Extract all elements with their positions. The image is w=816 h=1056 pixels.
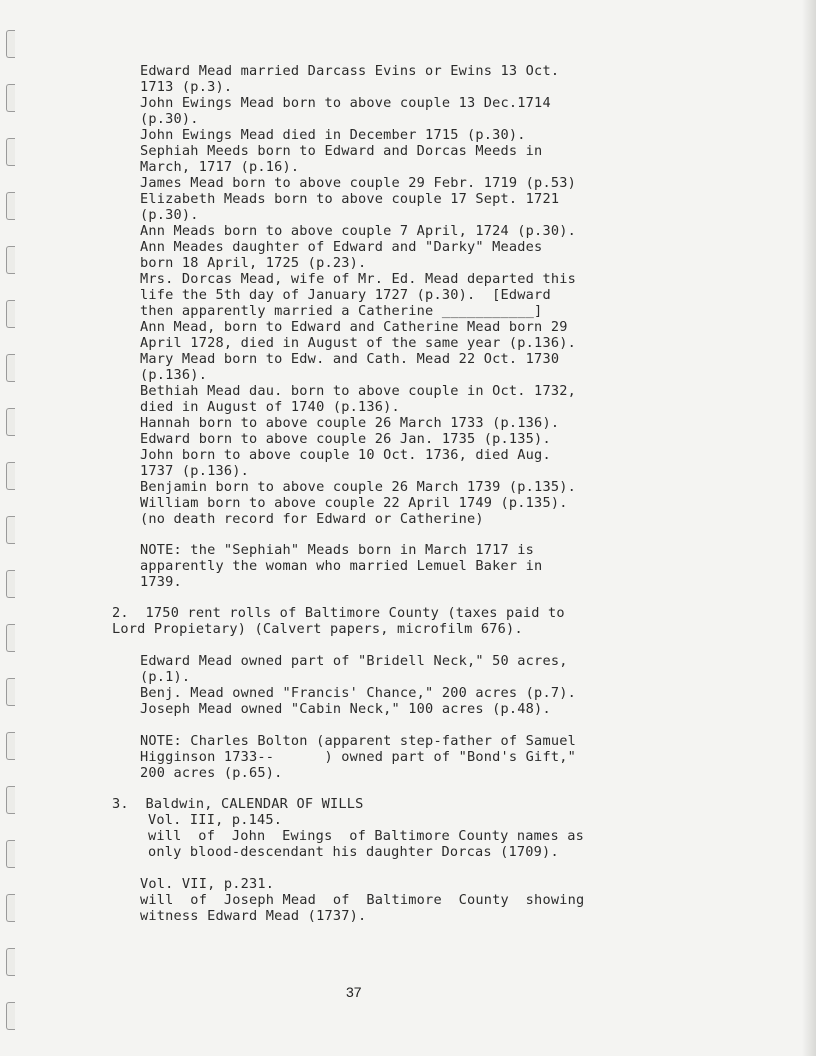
record-line: March, 1717 (p.16). <box>140 159 300 175</box>
record-line: will of John Ewings of Baltimore County names as <box>148 828 584 844</box>
binding-hole <box>6 84 15 112</box>
record-line: (no death record for Edward or Catherine) <box>140 511 484 527</box>
record-line: Benj. Mead owned "Francis' Chance," 200 acres (p.7). <box>140 685 576 701</box>
record-line: Edward Mead owned part of "Bridell Neck," 50 acres, <box>140 653 568 669</box>
record-line: witness Edward Mead (1737). <box>140 908 367 924</box>
record-line: Mrs. Dorcas Mead, wife of Mr. Ed. Mead departed this <box>140 271 576 287</box>
record-line: Ann Meads born to above couple 7 April, 1724 (p.30). <box>140 223 576 239</box>
record-line: Sephiah Meeds born to Edward and Dorcas Meeds in <box>140 143 543 159</box>
binding-hole <box>6 570 15 598</box>
record-line: James Mead born to above couple 29 Febr. 1719 (p.53) <box>140 175 576 191</box>
binding-hole <box>6 354 15 382</box>
record-line: John Ewings Mead born to above couple 13 Dec.1714 <box>140 95 551 111</box>
section-heading: 2. 1750 rent rolls of Baltimore County (taxes paid to <box>112 605 565 621</box>
note-line: NOTE: the "Sephiah" Meads born in March 1717 is <box>140 542 535 558</box>
page-number: 37 <box>346 984 362 1000</box>
record-line: Joseph Mead owned "Cabin Neck," 100 acres (p.48). <box>140 701 551 717</box>
binding-hole <box>6 948 15 976</box>
record-line: Vol. VII, p.231. <box>140 876 275 892</box>
record-line: life the 5th day of January 1727 (p.30). [Edward <box>140 287 551 303</box>
record-line: Bethiah Mead dau. born to above couple in Oct. 1732, <box>140 383 576 399</box>
binding-hole <box>6 840 15 868</box>
record-line: (p.30). <box>140 207 199 223</box>
record-line: born 18 April, 1725 (p.23). <box>140 255 367 271</box>
binding-hole <box>6 192 15 220</box>
record-line: only blood-descendant his daughter Dorcas (1709). <box>148 844 559 860</box>
record-line: Benjamin born to above couple 26 March 1739 (p.135). <box>140 479 576 495</box>
binding-hole <box>6 624 15 652</box>
binding-hole <box>6 408 15 436</box>
record-line: Edward Mead married Darcass Evins or Ewins 13 Oct. <box>140 63 560 79</box>
record-line: will of Joseph Mead of Baltimore County showing <box>140 892 585 908</box>
note-line: Higginson 1733-- ) owned part of "Bond's Gift," <box>140 749 576 765</box>
binding-hole <box>6 786 15 814</box>
binding-hole <box>6 246 15 274</box>
record-line: (p.1). <box>140 669 191 685</box>
section-heading: 3. Baldwin, CALENDAR OF WILLS <box>112 796 364 812</box>
record-line: Vol. III, p.145. <box>148 812 283 828</box>
binding-hole <box>6 300 15 328</box>
binding-holes <box>6 0 20 1056</box>
record-line: (p.136). <box>140 367 208 383</box>
note-line: NOTE: Charles Bolton (apparent step-father of Samuel <box>140 733 576 749</box>
record-line: (p.30). <box>140 111 199 127</box>
binding-hole <box>6 516 15 544</box>
record-line: died in August of 1740 (p.136). <box>140 399 400 415</box>
record-line: William born to above couple 22 April 1749 (p.135). <box>140 495 568 511</box>
record-line: Ann Meades daughter of Edward and "Darky" Meades <box>140 239 543 255</box>
record-line: 1713 (p.3). <box>140 79 233 95</box>
page-edge <box>802 0 816 1056</box>
record-line: April 1728, died in August of the same year (p.136). <box>140 335 576 351</box>
binding-hole <box>6 894 15 922</box>
binding-hole <box>6 30 15 58</box>
record-line: then apparently married a Catherine ___________] <box>140 303 543 319</box>
note-line: apparently the woman who married Lemuel Baker in <box>140 558 543 574</box>
record-line: John born to above couple 10 Oct. 1736, died Aug. <box>140 447 551 463</box>
binding-hole <box>6 1002 15 1030</box>
note-line: 1739. <box>140 574 182 590</box>
record-line: Mary Mead born to Edw. and Cath. Mead 22 Oct. 1730 <box>140 351 560 367</box>
record-line: Hannah born to above couple 26 March 1733 (p.136). <box>140 415 560 431</box>
record-line: Elizabeth Meads born to above couple 17 Sept. 1721 <box>140 191 560 207</box>
record-line: Ann Mead, born to Edward and Catherine Mead born 29 <box>140 319 568 335</box>
binding-hole <box>6 732 15 760</box>
binding-hole <box>6 678 15 706</box>
section-heading: Lord Propietary) (Calvert papers, microfilm 676). <box>112 621 523 637</box>
note-line: 200 acres (p.65). <box>140 765 283 781</box>
binding-hole <box>6 138 15 166</box>
record-line: 1737 (p.136). <box>140 463 249 479</box>
record-line: Edward born to above couple 26 Jan. 1735 (p.135). <box>140 431 551 447</box>
record-line: John Ewings Mead died in December 1715 (p.30). <box>140 127 526 143</box>
binding-hole <box>6 462 15 490</box>
